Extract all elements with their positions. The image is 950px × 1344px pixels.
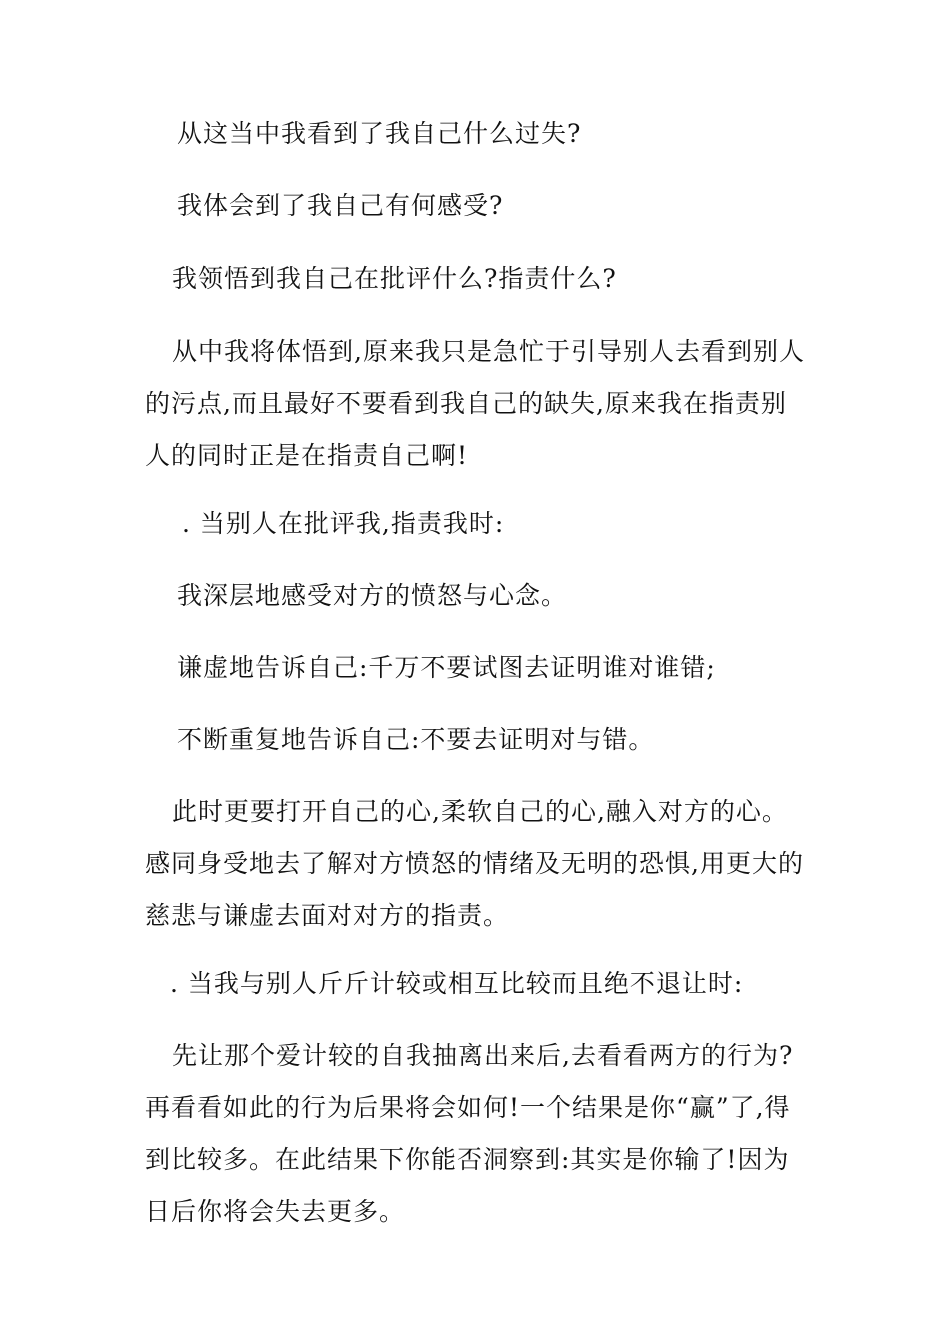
- question-line: 从这当中我看到了我自己什么过失?: [177, 119, 582, 148]
- paragraph: 此时更要打开自己的心,柔软自己的心,融入对方的心。感同身受地去了解对方愤怒的情绪及无明的恐惧,用更大的慈悲与谦虚去面对对方的指责。: [145, 797, 804, 930]
- statement-line: 我深层地感受对方的愤怒与心念。: [177, 581, 568, 610]
- question-line: 我领悟到我自己在批评什么?指责什么?: [172, 264, 617, 293]
- statement-line: 不断重复地告诉自己:不要去证明对与错。: [177, 725, 655, 754]
- section-heading: . 当别人在批评我,指责我时:: [182, 509, 505, 538]
- paragraph: 从中我将体悟到,原来我只是急忙于引导别人去看到别人的污点,而且最好不要看到我自己的缺失,原来我在指责别人的同时正是在指责自己啊!: [145, 337, 805, 470]
- statement-line: 谦虚地告诉自己:千万不要试图去证明谁对谁错;: [177, 653, 716, 682]
- section-heading: . 当我与别人斤斤计较或相互比较而且绝不退让时:: [170, 969, 744, 998]
- paragraph: 先让那个爱计较的自我抽离出来后,去看看两方的行为?再看看如此的行为后果将会如何!一个结果是你“赢”了,得到比较多。在此结果下你能否洞察到:其实是你输了!因为日后你将会失去更多。: [145, 1041, 794, 1226]
- question-line: 我体会到了我自己有何感受?: [177, 191, 504, 220]
